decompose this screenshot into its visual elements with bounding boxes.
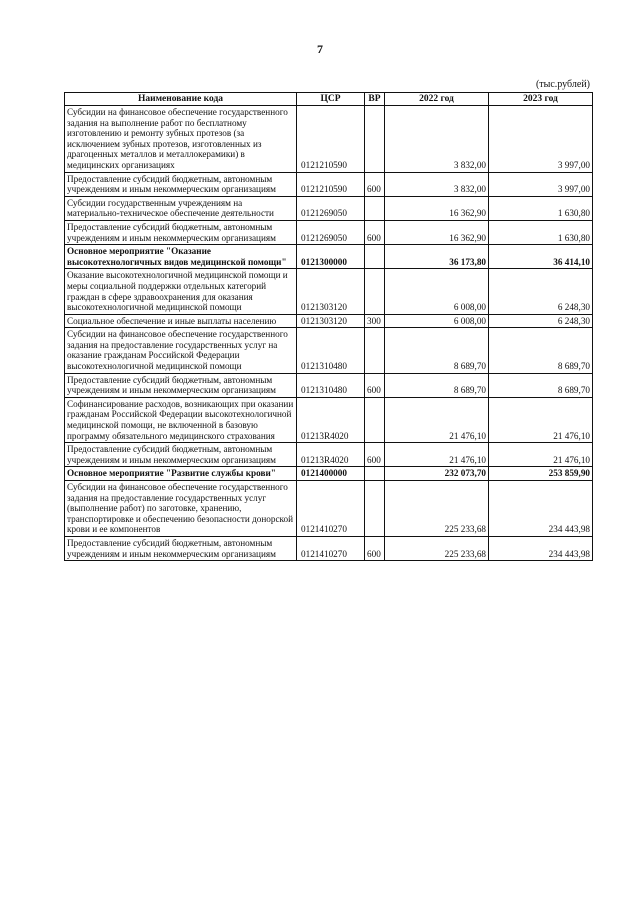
cell-csr: 0121310480	[297, 328, 365, 373]
page-number: 7	[317, 42, 323, 56]
units-label: (тыс.рублей)	[535, 79, 590, 90]
budget-table	[64, 92, 593, 561]
cell-y2022: 36 173,80	[385, 245, 489, 269]
cell-y2023: 6 248,30	[489, 314, 593, 328]
cell-y2022: 16 362,90	[385, 196, 489, 220]
cell-csr: 01213R4020	[297, 397, 365, 442]
table-row	[65, 172, 593, 196]
table-row	[65, 443, 593, 467]
cell-vr: 600	[365, 172, 385, 196]
cell-name: Предоставление субсидий бюджетным, автономным учреждениям и иным некоммерческим организациям	[65, 220, 297, 244]
table-row	[65, 314, 593, 328]
table-row	[65, 245, 593, 269]
cell-csr: 0121303120	[297, 269, 365, 314]
table-row	[65, 220, 593, 244]
cell-csr: 01213R4020	[297, 443, 365, 467]
cell-y2023: 6 248,30	[489, 269, 593, 314]
cell-y2022: 232 073,70	[385, 467, 489, 481]
header-2023: 2023 год	[489, 93, 593, 106]
cell-vr	[365, 106, 385, 173]
cell-csr: 0121269050	[297, 220, 365, 244]
table-row	[65, 106, 593, 173]
table-header-row	[65, 93, 593, 106]
cell-name: Субсидии на финансовое обеспечение государственного задания на предоставление государственных услуг на оказание гражданам Российской Федерации высокотехнологичной медицинской помощи	[65, 328, 297, 373]
cell-name: Субсидии на финансовое обеспечение государственного задания на предоставление государственных услуг (выполнение работ) по заготовке, хранению, транспортировке и обеспечению безопасности донорской крови и ее компонентов	[65, 481, 297, 537]
cell-csr: 0121303120	[297, 314, 365, 328]
cell-y2022: 21 476,10	[385, 397, 489, 442]
cell-name: Субсидии государственным учреждениям на материально-техническое обеспечение деятельности	[65, 196, 297, 220]
cell-name: Предоставление субсидий бюджетным, автономным учреждениям и иным некоммерческим организациям	[65, 536, 297, 560]
cell-vr: 600	[365, 220, 385, 244]
cell-y2023: 234 443,98	[489, 536, 593, 560]
cell-vr	[365, 397, 385, 442]
cell-y2022: 16 362,90	[385, 220, 489, 244]
cell-y2023: 3 997,00	[489, 106, 593, 173]
header-2022: 2022 год	[385, 93, 489, 106]
cell-y2022: 3 832,00	[385, 172, 489, 196]
cell-csr: 0121210590	[297, 106, 365, 173]
cell-vr	[365, 196, 385, 220]
cell-y2023: 21 476,10	[489, 397, 593, 442]
cell-vr	[365, 481, 385, 537]
cell-y2022: 6 008,00	[385, 314, 489, 328]
cell-name: Социальное обеспечение и иные выплаты населению	[65, 314, 297, 328]
header-vr: ВР	[365, 93, 385, 106]
table-row	[65, 397, 593, 442]
cell-name: Предоставление субсидий бюджетным, автономным учреждениям и иным некоммерческим организациям	[65, 373, 297, 397]
cell-y2023: 3 997,00	[489, 172, 593, 196]
cell-y2023: 36 414,10	[489, 245, 593, 269]
cell-csr: 0121210590	[297, 172, 365, 196]
table-row	[65, 269, 593, 314]
table-row	[65, 196, 593, 220]
table-row	[65, 467, 593, 481]
header-csr: ЦСР	[297, 93, 365, 106]
cell-name: Предоставление субсидий бюджетным, автономным учреждениям и иным некоммерческим организациям	[65, 443, 297, 467]
cell-y2023: 21 476,10	[489, 443, 593, 467]
cell-y2022: 8 689,70	[385, 328, 489, 373]
table-row	[65, 536, 593, 560]
cell-csr: 0121300000	[297, 245, 365, 269]
cell-name: Основное мероприятие "Оказание высокотехнологичных видов медицинской помощи"	[65, 245, 297, 269]
table-body	[65, 106, 593, 561]
cell-y2023: 1 630,80	[489, 220, 593, 244]
cell-vr	[365, 467, 385, 481]
cell-csr: 0121269050	[297, 196, 365, 220]
cell-y2022: 3 832,00	[385, 106, 489, 173]
table-row	[65, 373, 593, 397]
cell-y2023: 8 689,70	[489, 373, 593, 397]
cell-name: Субсидии на финансовое обеспечение государственного задания на выполнение работ по бесплатному изготовлению и ремонту зубных протезов (за исключением зубных протезов, изготовленных из драгоценных металлов и металлокерамики) в медицинских организациях	[65, 106, 297, 173]
cell-vr: 600	[365, 536, 385, 560]
cell-csr: 0121410270	[297, 481, 365, 537]
cell-vr: 600	[365, 443, 385, 467]
cell-name: Основное мероприятие "Развитие службы крови"	[65, 467, 297, 481]
cell-csr: 0121410270	[297, 536, 365, 560]
cell-name: Предоставление субсидий бюджетным, автономным учреждениям и иным некоммерческим организациям	[65, 172, 297, 196]
cell-y2023: 234 443,98	[489, 481, 593, 537]
cell-y2022: 225 233,68	[385, 481, 489, 537]
header-name: Наименование кода	[65, 93, 297, 106]
cell-csr: 0121310480	[297, 373, 365, 397]
cell-name: Оказание высокотехнологичной медицинской помощи и меры социальной поддержки отдельных категорий граждан в сфере здравоохранения для оказания высокотехнологичной медицинской помощи	[65, 269, 297, 314]
cell-vr: 300	[365, 314, 385, 328]
cell-y2022: 8 689,70	[385, 373, 489, 397]
cell-vr	[365, 245, 385, 269]
table-row	[65, 328, 593, 373]
cell-y2023: 8 689,70	[489, 328, 593, 373]
cell-vr	[365, 328, 385, 373]
cell-vr	[365, 269, 385, 314]
cell-y2022: 225 233,68	[385, 536, 489, 560]
cell-y2022: 21 476,10	[385, 443, 489, 467]
cell-csr: 0121400000	[297, 467, 365, 481]
cell-y2023: 253 859,90	[489, 467, 593, 481]
table-row	[65, 481, 593, 537]
cell-vr: 600	[365, 373, 385, 397]
cell-y2023: 1 630,80	[489, 196, 593, 220]
cell-y2022: 6 008,00	[385, 269, 489, 314]
cell-name: Софинансирование расходов, возникающих при оказании гражданам Российской Федерации высокотехнологичной медицинской помощи, не включенной в базовую программу обязательного медицинского страхования	[65, 397, 297, 442]
